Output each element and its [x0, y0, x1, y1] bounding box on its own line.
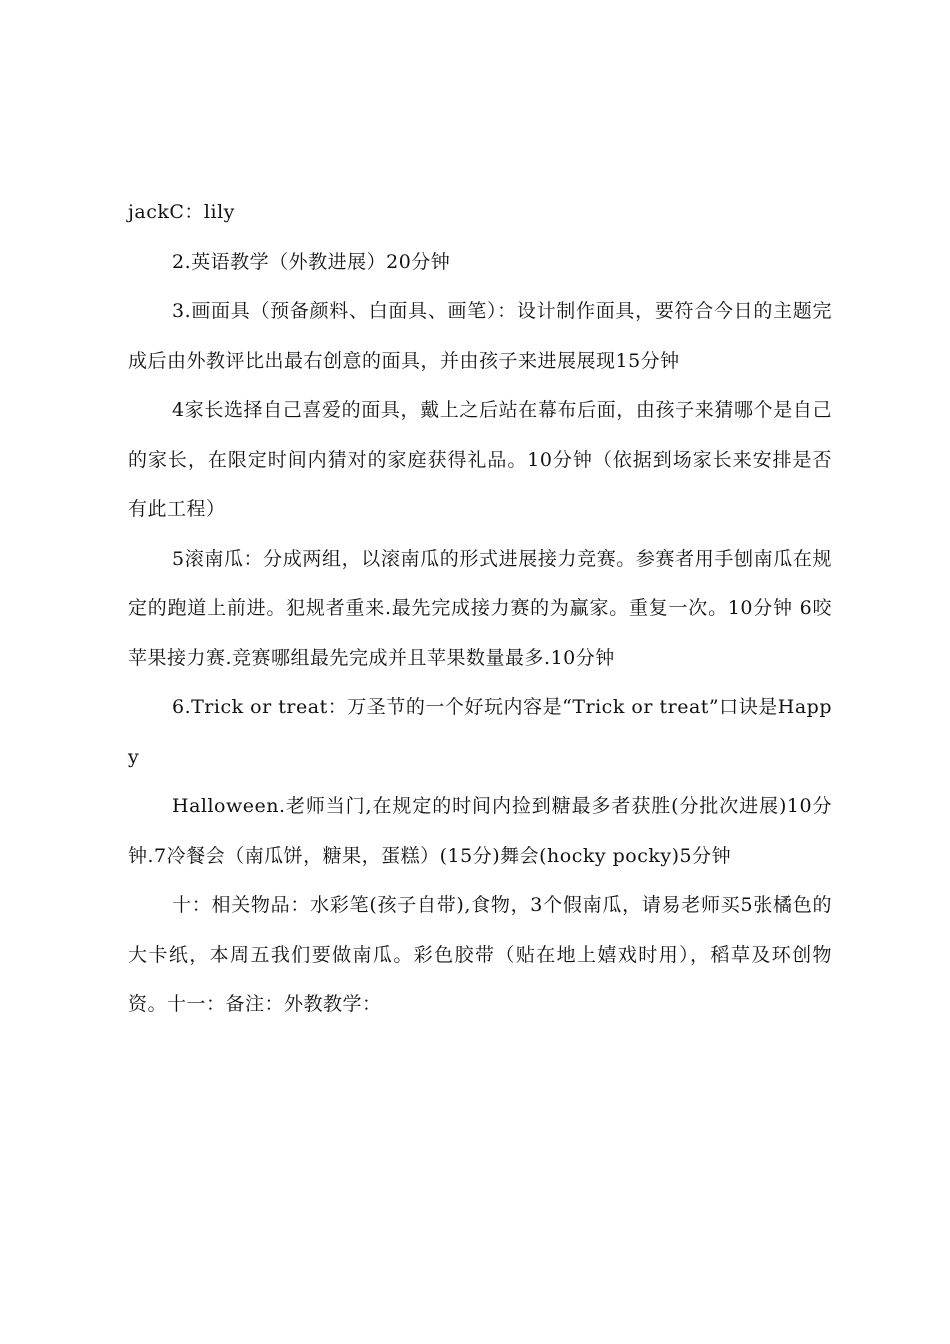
document-body [128, 188, 832, 1030]
paragraph-mask-painting: 3.画面具（预备颜料、白面具、画笔）：设计制作面具，要符合今日的主题完成后由外教评比出最右创意的面具，并由孩子来进展展现15分钟 [128, 300, 832, 372]
paragraph-halloween-candy: Halloween.老师当门,在规定的时间内捡到糖最多者获胜(分批次进展)10分钟.7冷餐会（南瓜饼，糖果，蛋糕）(15分)舞会(hocky pocky)5分钟 [128, 795, 832, 867]
paragraph-guess-parent: 4家长选择自己喜爱的面具，戴上之后站在幕布后面，由孩子来猜哪个是自己的家长，在限定时间内猜对的家庭获得礼品。10分钟（依据到场家长来安排是否有此工程） [128, 399, 832, 520]
paragraph-jack-lily: jackC：lily [128, 201, 235, 223]
paragraph-pumpkin-rolling: 5滚南瓜：分成两组，以滚南瓜的形式进展接力竞赛。参赛者用手刨南瓜在规定的跑道上前进。犯规者重来.最先完成接力赛的为赢家。重复一次。10分钟 6咬苹果接力赛.竞赛哪组最先完成并且苹果数量最多.10分钟 [128, 547, 832, 669]
paragraph-english-teaching: 2.英语教学（外教进展）20分钟 [172, 250, 451, 273]
paragraph-trick-or-treat: 6.Trick or treat：万圣节的一个好玩内容是“Trick or treat”口诀是Happy [128, 696, 832, 768]
paragraph-related-items: 十：相关物品：水彩笔(孩子自带),食物，3个假南瓜，请易老师买5张橘色的大卡纸，本周五我们要做南瓜。彩色胶带（贴在地上嬉戏时用），稻草及环创物资。十一：备注：外教教学： [128, 894, 832, 1015]
